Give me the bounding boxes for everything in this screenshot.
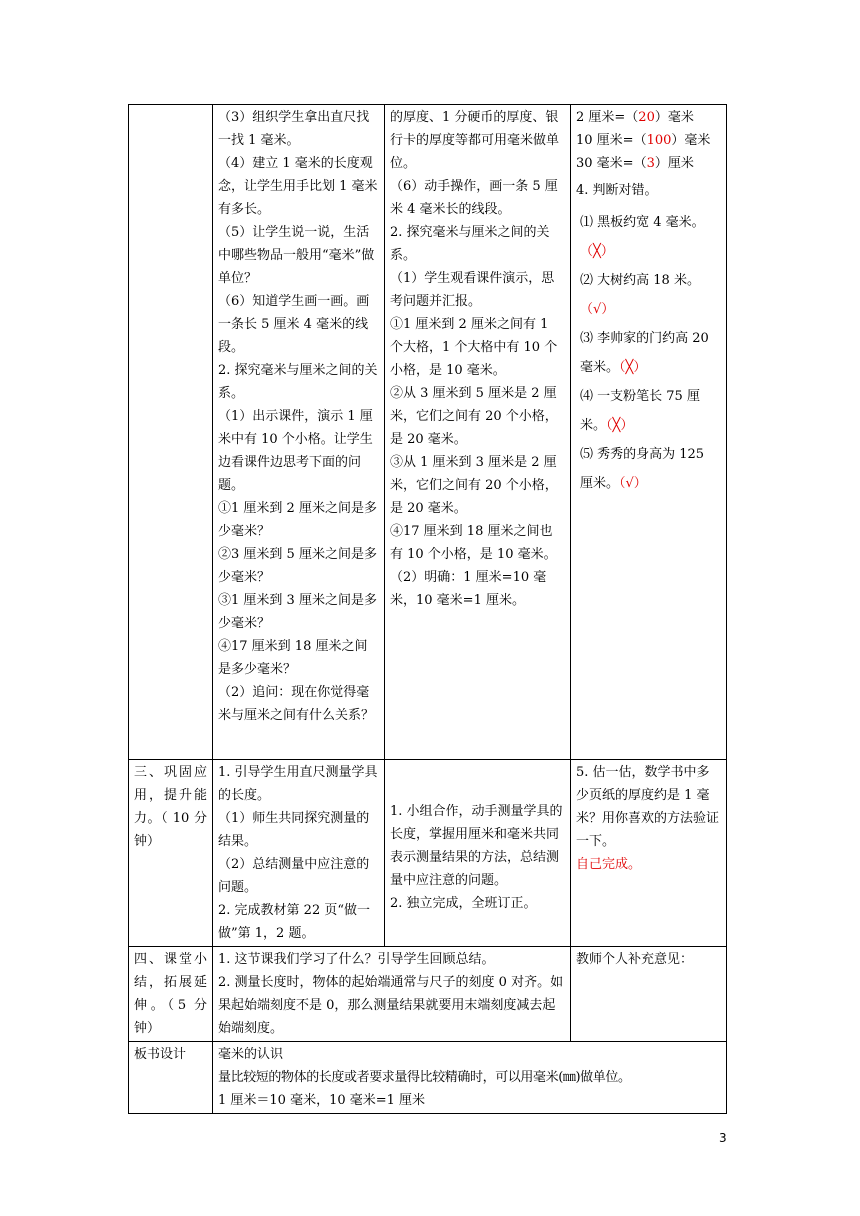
student-step: （1）学生观看课件演示，思考问题并汇报。 (390, 271, 555, 309)
teacher-activity-cell (213, 105, 385, 760)
answer-20: 20 (638, 110, 655, 125)
teacher-step: （5）让学生说一说，生活中哪些物品一般用“毫米”做单位？ (218, 225, 375, 286)
estimate-answer: 自己完成。 (576, 857, 642, 872)
teacher-step: 2. 探究毫米与厘米之间的关系。 (218, 363, 378, 401)
teacher-step: 2. 完成教材第 22 页“做一做”第 1，2 题。 (218, 903, 370, 941)
teacher-question: ①1 厘米到 2 厘米之间是多少毫米？ (218, 501, 377, 539)
judge-item-5: ⑸ 秀秀的身高为 125 厘米。（√） (580, 447, 705, 491)
conversion-2: 10 厘米=（100）毫米 (576, 133, 711, 148)
summary-point: 1. 这节课我们学习了什么？引导学生回顾总结。 (218, 952, 495, 967)
summary-row (129, 947, 727, 1042)
student-answer: ①1 厘米到 2 厘米之间有 1 个大格，1 个大格中有 10 个小格，是 10 毫米。 (390, 317, 558, 378)
summary-point: 2. 测量长度时，物体的起始端通常与尺子的刻度 0 对齐。如果起始端刻度不是 0，那么测量结果就要用末端刻度减去起始端刻度。 (218, 975, 564, 1036)
answer-100: 100 (646, 133, 672, 148)
teacher-step: （4）建立 1 毫米的长度观念，让学生用手比划 1 毫米有多长。 (218, 156, 378, 217)
teacher-question: ③1 厘米到 3 厘米之间是多少毫米？ (218, 593, 377, 631)
teacher-step: （3）组织学生拿出直尺找一找 1 毫米。 (218, 110, 370, 148)
student-step: 2. 探究毫米与厘米之间的关系。 (390, 225, 550, 263)
stage-cell-empty (129, 105, 213, 760)
consolidation-row (129, 760, 727, 947)
judge-item-2: ⑵ 大树约高 18 米。（√） (580, 273, 700, 317)
summary-content-cell (213, 947, 571, 1042)
cross-mark-icon: （╳） (619, 360, 647, 375)
teacher-question: ④17 厘米到 18 厘米之间是多少毫米？ (218, 639, 368, 677)
cross-mark-icon: （╳） (580, 244, 614, 259)
page-number: 3 (719, 1131, 727, 1145)
board-line: 量比较短的物体的长度或者要求量得比较精确时，可以用毫米(㎜)做单位。 (218, 1070, 631, 1085)
lesson-plan-table (128, 104, 727, 1114)
judge-title: 4. 判断对错。 (576, 183, 658, 198)
board-design-row (129, 1042, 727, 1114)
student-answer: ③从 1 厘米到 3 厘米是 2 厘米，它们之间有 20 个小格，是 20 毫米。 (390, 455, 558, 516)
teacher-notes-cell: 教师个人补充意见： (571, 947, 727, 1042)
cross-mark-icon: （╳） (606, 418, 634, 433)
check-mark-icon: （√） (580, 302, 615, 317)
stage-label-summary: 四、课堂小结，拓展延伸。（5 分钟） (129, 947, 213, 1042)
check-mark-icon: （√） (619, 476, 647, 491)
teacher-activity-cell (213, 760, 385, 947)
student-activity-cell (385, 105, 571, 760)
student-step: 1. 小组合作，动手测量学具的长度，掌握用厘米和毫米共同表示测量结果的方法，总结测量中应注意的问题。 (390, 803, 563, 888)
student-step: （2）明确：1 厘米=10 毫米，10 毫米=1 厘米。 (390, 570, 547, 608)
board-line: 1 厘米＝10 毫米，10 毫米=1 厘米 (218, 1093, 426, 1108)
teacher-step: 1. 引导学生用直尺测量学具的长度。 (218, 765, 378, 803)
student-step: 的厚度、1 分硬币的厚度、银行卡的厚度等都可用毫米做单位。 (390, 110, 560, 171)
board-title: 毫米的认识 (218, 1047, 284, 1062)
board-design-label: 板书设计 (129, 1042, 213, 1114)
exercise-cell (571, 760, 727, 947)
conversion-3: 30 毫米=（3）厘米 (576, 156, 694, 171)
teacher-step: （2）总结测量中应注意的问题。 (218, 857, 370, 895)
student-step: （6）动手操作，画一条 5 厘米 4 毫米长的线段。 (390, 179, 558, 217)
student-answer: ④17 厘米到 18 厘米之间也有 10 个小格，是 10 毫米。 (390, 524, 557, 562)
student-step: 2. 独立完成，全班订正。 (390, 895, 537, 911)
teacher-step: （1）出示课件，演示 1 厘米中有 10 个小格。让学生边看课件边思考下面的问题。 (218, 409, 373, 493)
answer-3: 3 (646, 156, 655, 171)
judge-item-3: ⑶ 李帅家的门约高 20 毫米。（╳） (580, 331, 709, 375)
judge-item-4: ⑷ 一支粉笔长 75 厘米。（╳） (580, 389, 700, 433)
teacher-step: （1）师生共同探究测量的结果。 (218, 811, 370, 849)
board-design-content (213, 1042, 727, 1114)
stage-label-consolidation: 三、巩固应用，提升能力。（ 10 分钟） (129, 760, 213, 947)
teacher-step: （6）知道学生画一画。画一条长 5 厘米 4 毫米的线段。 (218, 294, 370, 355)
estimate-question: 5. 估一估，数学书中多少页纸的厚度约是 1 毫米？用你喜欢的方法验证一下。 (576, 765, 720, 849)
conversion-1: 2 厘米=（20）毫米 (576, 110, 694, 125)
exercise-cell (571, 105, 727, 760)
student-answer: ②从 3 厘米到 5 厘米是 2 厘米，它们之间有 20 个小格，是 20 毫米。 (390, 386, 558, 447)
teacher-step: （2）追问：现在你觉得毫米与厘米之间有什么关系？ (218, 685, 375, 723)
student-activity-cell (385, 760, 571, 947)
teaching-process-row (129, 105, 727, 760)
judge-item-1: ⑴ 黑板约宽 4 毫米。（╳） (580, 215, 705, 259)
teacher-question: ②3 厘米到 5 厘米之间是多少毫米？ (218, 547, 377, 585)
